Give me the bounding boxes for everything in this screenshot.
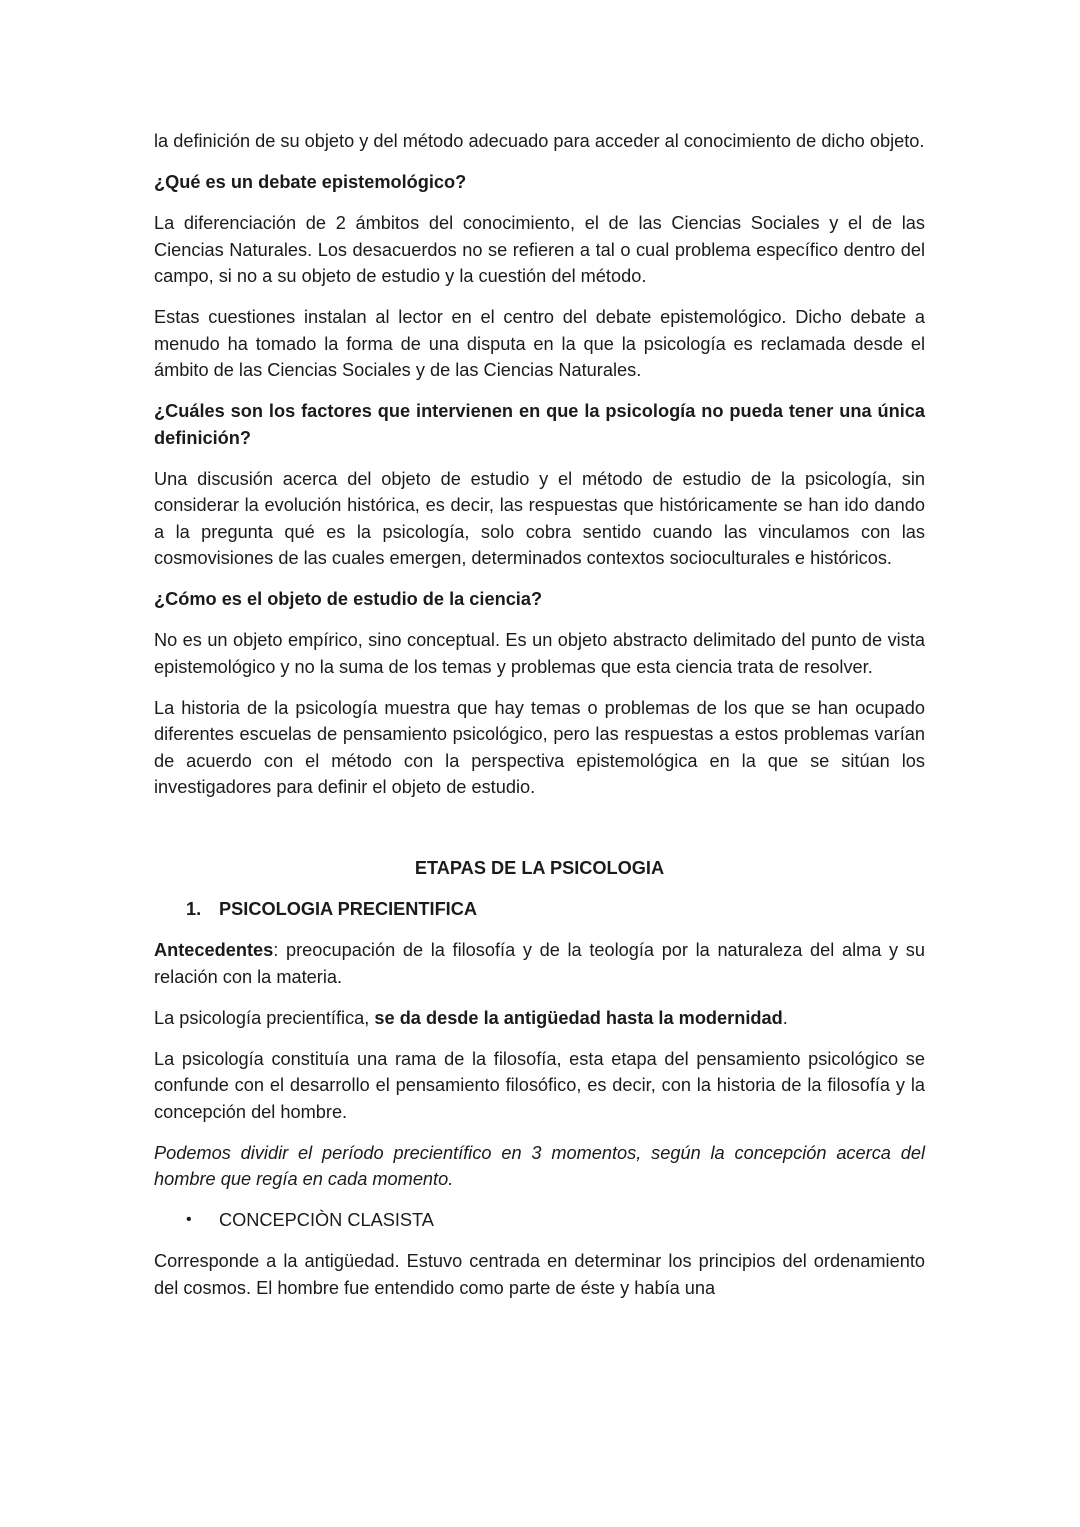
bullet-icon: • bbox=[186, 1211, 192, 1228]
numbered-item-precientifica bbox=[186, 896, 925, 923]
paragraph-discusion-objeto: Una discusión acerca del objeto de estudio y el método de estudio de la psicología, sin considerar la evolución histórica, es decir, las respuestas que históricamente se han ido dando a la pregunta qué es la psicología, solo cobra sentido cuando las vinculamos con las cosmovisiones de las cuales emergen, determinados contextos socioculturales e históricos. bbox=[154, 468, 925, 568]
bullet-item-concepcion-clasista bbox=[186, 1207, 925, 1234]
paragraph-diferenciacion-ambitos: La diferenciación de 2 ámbitos del conocimiento, el de las Ciencias Sociales y el de las Ciencias Naturales. Los desacuerdos no se refieren a tal o cual problema específico dentro del campo, si no a su objeto de estudio y la cuestión del método. bbox=[154, 213, 925, 286]
precientifica-end: . bbox=[782, 1007, 788, 1028]
item-label: PSICOLOGIA PRECIENTIFICA bbox=[219, 899, 478, 919]
bullet-label: CONCEPCIÒN CLASISTA bbox=[219, 1210, 434, 1230]
paragraph-periodo-italic: Podemos dividir el período precientífico en 3 momentos, según la concepción acerca del hombre que regía en cada momento. bbox=[154, 1142, 925, 1189]
precientifica-intro: La psicología precientífica, bbox=[154, 1007, 375, 1028]
document-content bbox=[154, 128, 925, 1316]
precientifica-bold: se da desde la antigüedad hasta la modernidad bbox=[374, 1007, 783, 1028]
paragraph-centro-debate: Estas cuestiones instalan al lector en el centro del debate epistemológico. Dicho debate a menudo ha tomado la forma de una disputa en la que la psicología es reclamada desde el ámbito de las Ciencias Sociales y de las Ciencias Naturales. bbox=[154, 307, 925, 380]
paragraph-rama-filosofia: La psicología constituía una rama de la filosofía, esta etapa del pensamiento psicológico se confunde con el desarrollo el pensamiento filosófico, es decir, con la historia de la filosofía y la concepción del hombre. bbox=[154, 1048, 925, 1122]
paragraph-historia-psicologia: La historia de la psicología muestra que hay temas o problemas de los que se han ocupado diferentes escuelas de pensamiento psicológico, pero las respuestas a estos problemas varían de acuerdo con el método con la perspectiva epistemológica en la que se sitúan los investigadores para definir el objeto de estudio. bbox=[154, 697, 925, 797]
question-debate-epistemologico: ¿Qué es un debate epistemológico? bbox=[154, 172, 467, 192]
item-number: 1. bbox=[186, 899, 202, 919]
paragraph-antiguedad: Corresponde a la antigüedad. Estuvo centrada en determinar los principios del ordenamiento del cosmos. El hombre fue entendido como parte de éste y había una bbox=[154, 1251, 925, 1298]
paragraph-objeto-definicion: la definición de su objeto y del método adecuado para acceder al conocimiento de dicho objeto. bbox=[154, 131, 925, 151]
antecedentes-label: Antecedentes bbox=[154, 940, 274, 960]
paragraph-antecedentes bbox=[154, 937, 925, 990]
paragraph-precientifica bbox=[154, 1005, 925, 1032]
antecedentes-text: : preocupación de la filosofía y de la teología por la naturaleza del alma y su relación con la materia. bbox=[154, 940, 925, 987]
section-title: ETAPAS DE LA PSICOLOGIA bbox=[414, 858, 665, 878]
paragraph-objeto-conceptual: No es un objeto empírico, sino conceptual. Es un objeto abstracto delimitado del punto de vista epistemológico y no la suma de los temas y problemas que esta ciencia trata de resolver. bbox=[154, 630, 925, 677]
section-spacer bbox=[154, 815, 925, 855]
question-objeto-ciencia: ¿Cómo es el objeto de estudio de la ciencia? bbox=[154, 589, 543, 609]
question-factores-definicion: ¿Cuáles son los factores que intervienen en que la psicología no pueda tener una única definición? bbox=[154, 401, 925, 448]
